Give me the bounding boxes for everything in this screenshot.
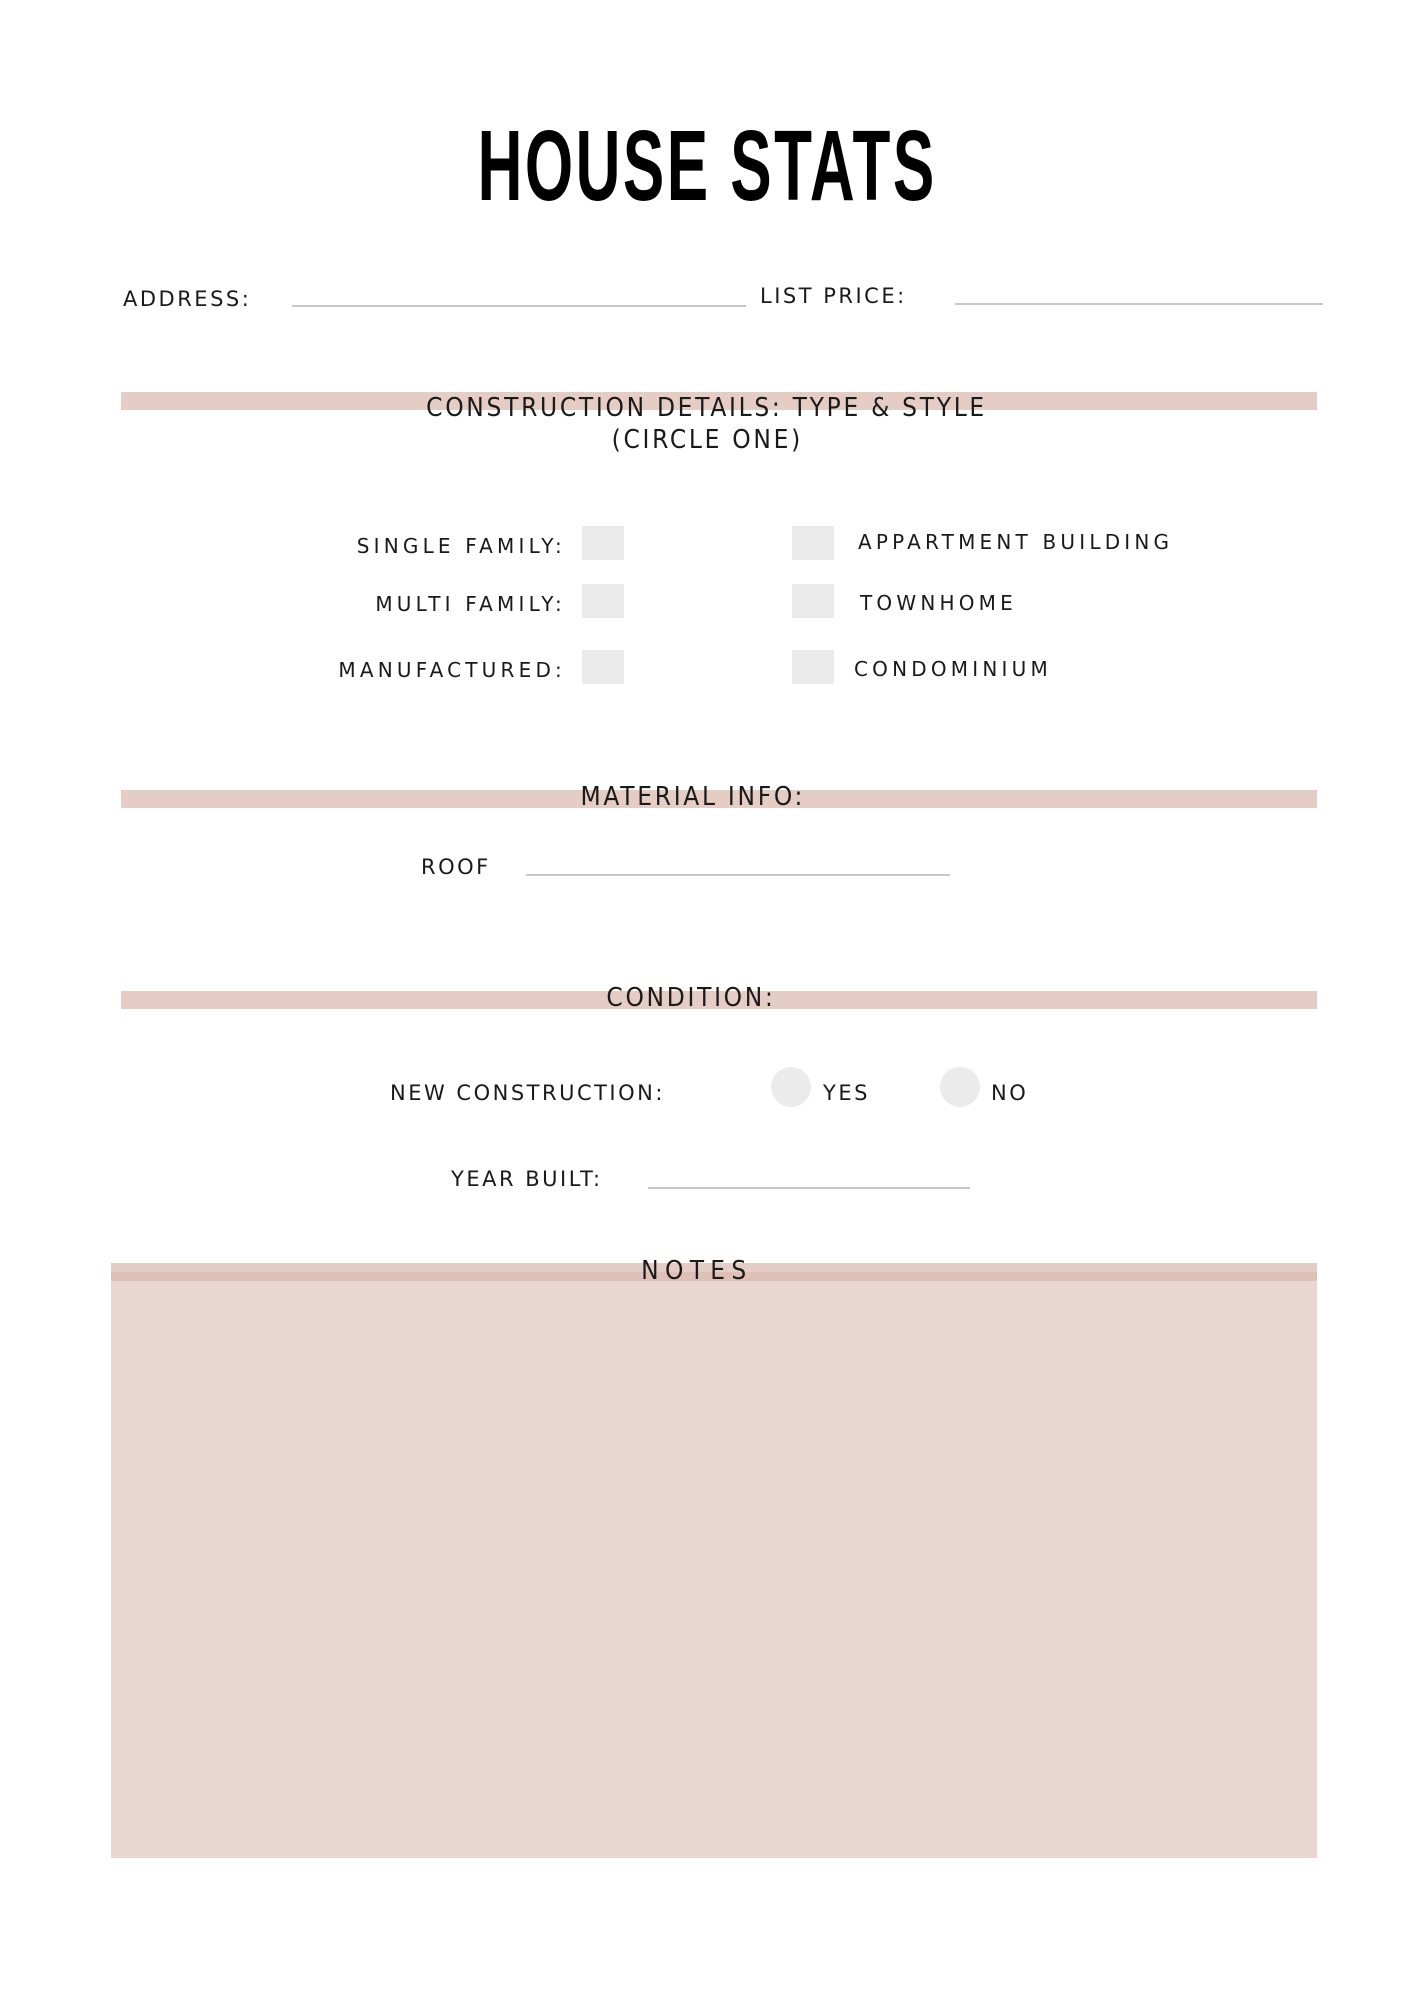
year-built-field[interactable]: [648, 1187, 970, 1189]
year-built-label: YEAR BUILT:: [451, 1167, 603, 1191]
material-section-title: MATERIAL INFO:: [580, 782, 806, 812]
new-construction-no-radio[interactable]: [940, 1067, 980, 1107]
roof-field[interactable]: [526, 874, 950, 876]
option-apartment-building-label: APPARTMENT BUILDING: [858, 530, 1174, 554]
option-townhome-checkbox[interactable]: [792, 584, 834, 618]
page-title: HOUSE STATS: [477, 110, 937, 222]
new-construction-yes-radio[interactable]: [771, 1067, 811, 1107]
address-field[interactable]: [292, 305, 746, 307]
roof-label: ROOF: [421, 855, 491, 879]
new-construction-yes-label: YES: [823, 1081, 870, 1105]
option-condominium-checkbox[interactable]: [792, 650, 834, 684]
option-single-family-label: SINGLE FAMILY:: [356, 534, 566, 558]
option-manufactured-label: MANUFACTURED:: [338, 658, 566, 682]
list-price-label: LIST PRICE:: [760, 284, 907, 308]
notes-title: NOTES: [641, 1256, 753, 1286]
condition-section-title: CONDITION:: [606, 983, 776, 1013]
address-label: ADDRESS:: [123, 287, 252, 311]
notes-area[interactable]: [111, 1263, 1317, 1858]
option-condominium-label: CONDOMINIUM: [854, 657, 1052, 681]
option-manufactured-checkbox[interactable]: [582, 650, 624, 684]
option-single-family-checkbox[interactable]: [582, 526, 624, 560]
new-construction-label: NEW CONSTRUCTION:: [390, 1081, 665, 1105]
option-multi-family-label: MULTI FAMILY:: [375, 592, 566, 616]
list-price-field[interactable]: [955, 303, 1323, 305]
construction-section-title: CONSTRUCTION DETAILS: TYPE & STYLE: [426, 393, 988, 423]
option-multi-family-checkbox[interactable]: [582, 584, 624, 618]
construction-section-subtitle: (CIRCLE ONE): [611, 425, 803, 455]
option-townhome-label: TOWNHOME: [860, 591, 1017, 615]
option-apartment-building-checkbox[interactable]: [792, 526, 834, 560]
new-construction-no-label: NO: [991, 1081, 1029, 1105]
